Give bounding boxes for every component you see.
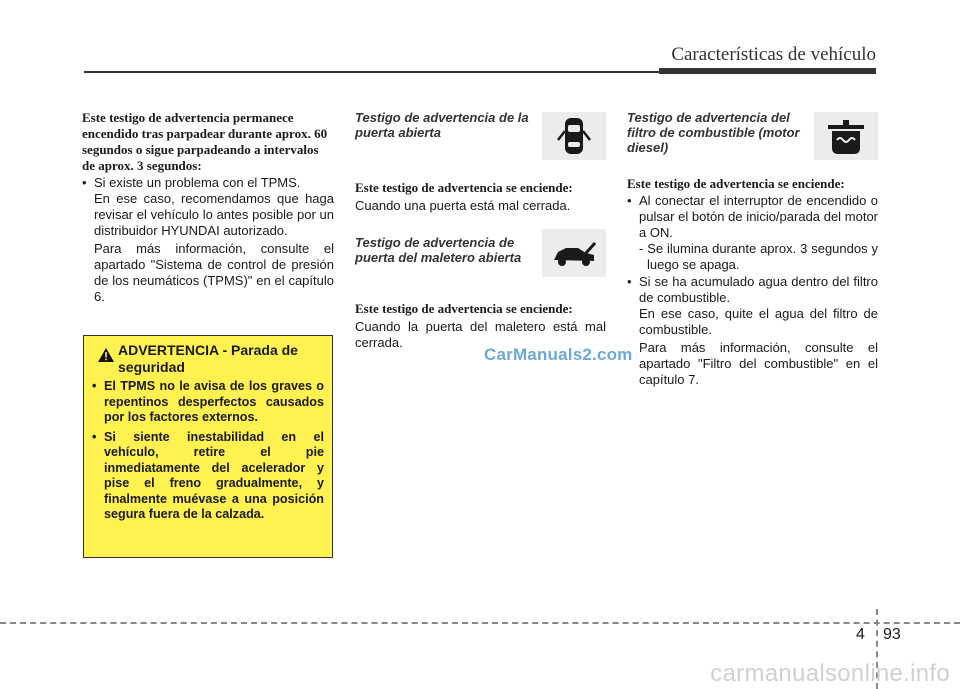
- footer-rule: [0, 622, 960, 624]
- tpms-para-2: Para más información, consulte el apartado "Sistema de control de presión de los neumáticos (TPMS)" en el capítulo 6.: [94, 241, 334, 304]
- trunk-section-head: [355, 235, 606, 287]
- chapter-number: 4: [856, 626, 865, 643]
- fuel-bullet-2: • Si se ha acumulado agua dentro del filtro de combustible.: [627, 274, 878, 306]
- column-doors: [355, 110, 606, 351]
- watermark: CarManuals2.com: [484, 345, 633, 364]
- tpms-intro: Este testigo de advertencia permanece encendido tras parpadear durante aprox. 60 segundos o sigue parpadeando a intervalos de aprox. 3 segundos:: [82, 110, 328, 173]
- section-title: Características de vehículo: [671, 44, 876, 65]
- warning-item: • Si siente inestabilidad en el vehículo, retire el pie inmediatamente del acelerador y pise el freno gradualmente, y finalmente muévase a una posición segura fuera de la calzada.: [92, 430, 324, 523]
- door-lead: Este testigo de advertencia se enciende:: [355, 180, 573, 195]
- fuel-lead: Este testigo de advertencia se enciende:: [627, 176, 845, 191]
- fuel-filter-icon: [814, 112, 878, 160]
- warning-list: [92, 378, 324, 527]
- door-warning-title: Testigo de advertencia de la puerta abierta: [355, 110, 529, 140]
- fuel-warning-title: Testigo de advertencia del filtro de combustible (motor diesel): [627, 110, 800, 155]
- door-open-icon: [542, 112, 606, 160]
- tpms-para-1: En ese caso, recomendamos que haga revisar el vehículo lo antes posible por un distribuidor HYUNDAI autorizado.: [94, 191, 334, 238]
- trunk-lead: Este testigo de advertencia se enciende:: [355, 301, 573, 316]
- header-rule-accent: [659, 68, 876, 74]
- warning-title: ADVERTENCIA - Parada de seguridad: [118, 342, 298, 375]
- column-fuel-filter: [627, 110, 878, 388]
- door-text: Cuando una puerta está mal cerrada.: [355, 198, 571, 213]
- warning-triangle-icon: [98, 348, 114, 362]
- trunk-text: Cuando la puerta del maletero está mal cerrada.: [355, 319, 606, 350]
- warning-box: [83, 335, 333, 558]
- site-watermark: carmanualsonline.info: [710, 660, 950, 687]
- tpms-bullet: • Si existe un problema con el TPMS.: [82, 175, 334, 191]
- trunk-open-icon: [542, 229, 606, 277]
- warning-item: • El TPMS no le avisa de los graves o repentinos desperfectos causados por los factores externos.: [92, 379, 324, 426]
- column-tpms: [82, 110, 334, 305]
- trunk-warning-title: Testigo de advertencia de puerta del maletero abierta: [355, 235, 522, 265]
- fuel-section-head: [627, 110, 878, 176]
- fuel-sub-1: - Se ilumina durante aprox. 3 segundos y luego se apaga.: [639, 241, 878, 272]
- door-section-head: [355, 110, 606, 162]
- fuel-para-2: Para más información, consulte el apartado "Filtro del combustible" en el capítulo 7.: [639, 340, 878, 387]
- fuel-para-1: En ese caso, quite el agua del filtro de combustible.: [639, 306, 878, 337]
- fuel-bullet-1: • Al conectar el interruptor de encendido o pulsar el botón de inicio/parada del motor a ON.: [627, 193, 878, 241]
- page-number: 93: [883, 626, 901, 643]
